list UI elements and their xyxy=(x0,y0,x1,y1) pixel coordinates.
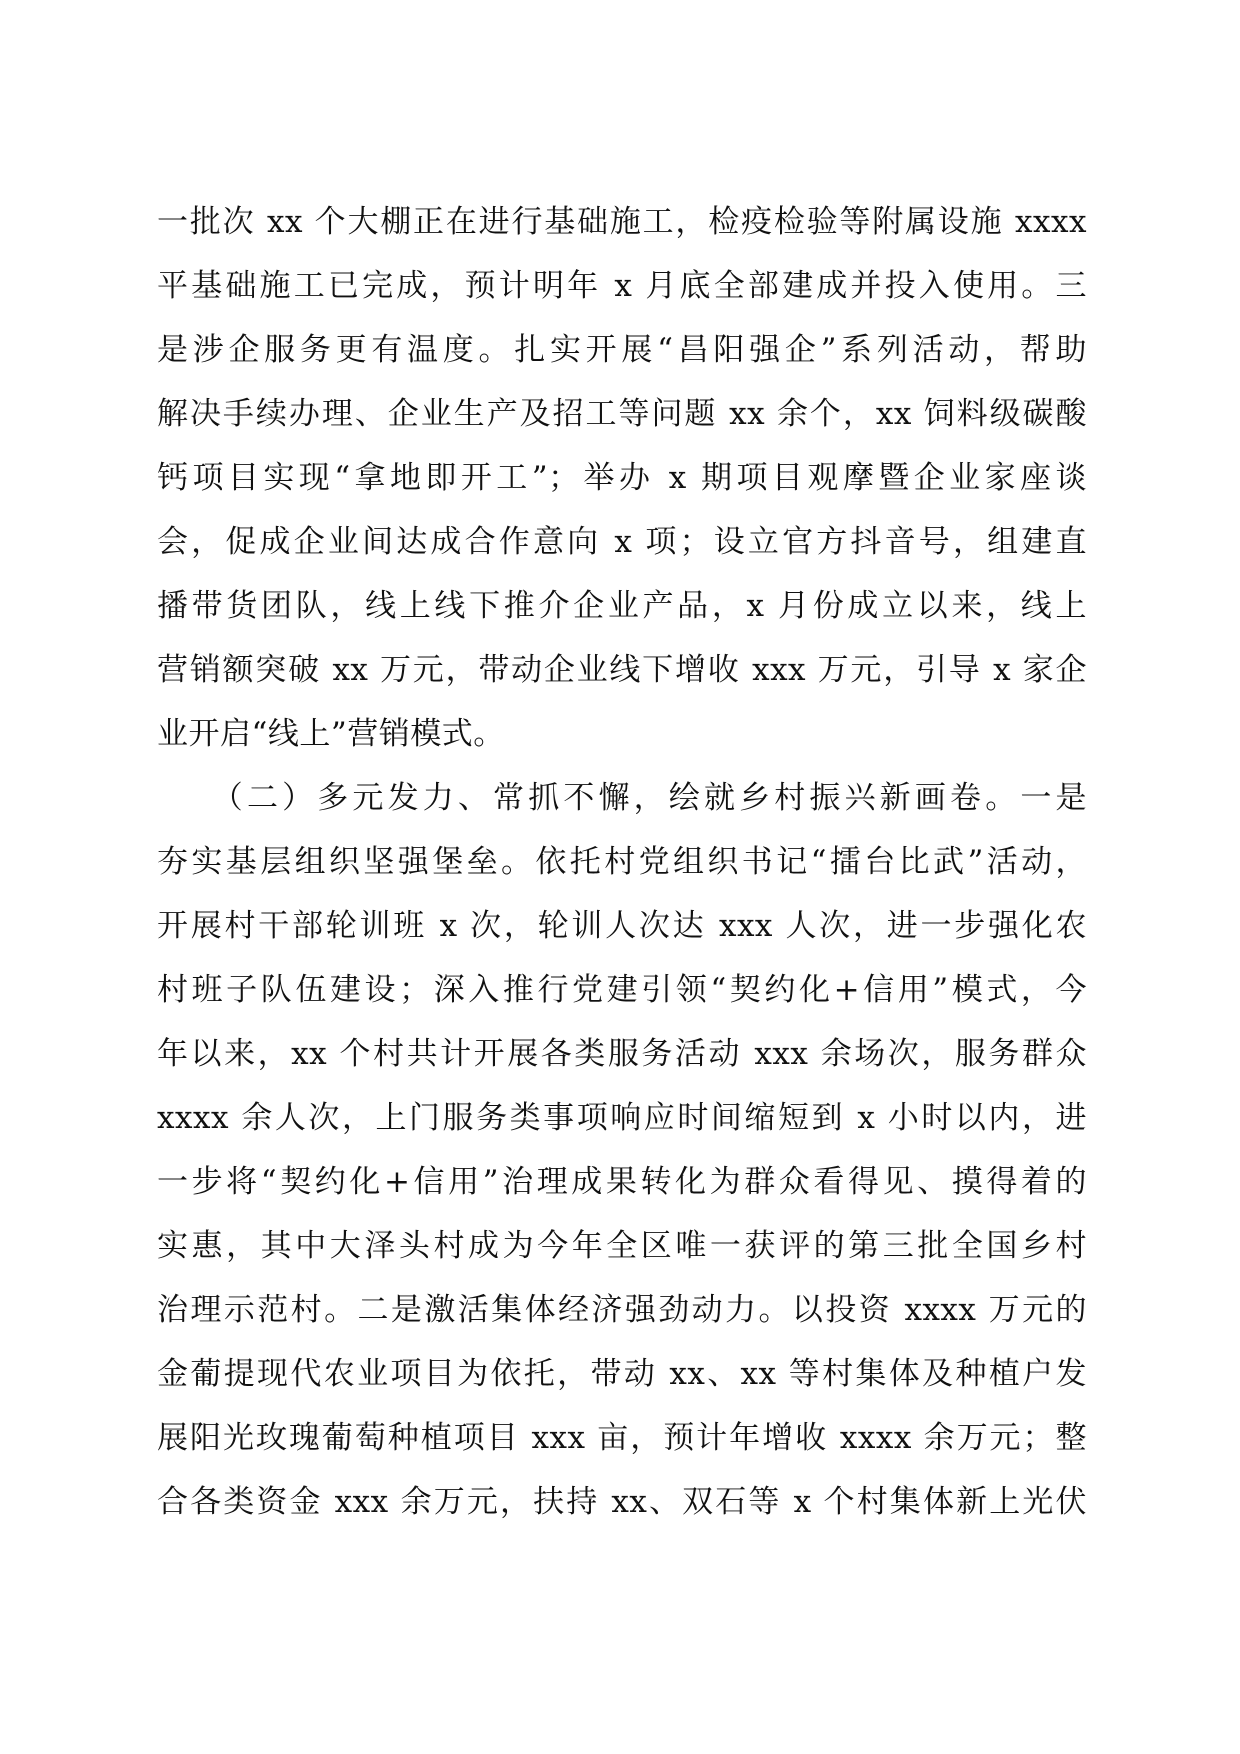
text-line: 展阳光玫瑰葡萄种植项目 xxx 亩，预计年增收 xxxx 余万元；整 xyxy=(157,1420,1087,1456)
text-line: 一步将“契约化+信用”治理成果转化为群众看得见、摸得着的 xyxy=(157,1164,1087,1200)
text-line: 村班子队伍建设；深入推行党建引领“契约化+信用”模式，今 xyxy=(157,972,1087,1008)
paragraph-1 xyxy=(157,190,1087,766)
text-line: 一批次 xx 个大棚正在进行基础施工，检疫检验等附属设施 xxxx xyxy=(157,204,1087,240)
text-line: 播带货团队，线上线下推介企业产品，x 月份成立以来，线上 xyxy=(157,588,1087,624)
text-line: 开展村干部轮训班 x 次，轮训人次达 xxx 人次，进一步强化农 xyxy=(157,908,1087,944)
text-line: （二）多元发力、常抓不懈，绘就乡村振兴新画卷。一是 xyxy=(157,780,1087,816)
text-line: xxxx 余人次，上门服务类事项响应时间缩短到 x 小时以内，进 xyxy=(157,1100,1087,1136)
text-line: 会，促成企业间达成合作意向 x 项；设立官方抖音号，组建直 xyxy=(157,524,1087,560)
text-line: 是涉企服务更有温度。扎实开展“昌阳强企”系列活动，帮助 xyxy=(157,332,1087,368)
paragraph-2 xyxy=(157,766,1087,1534)
text-line: 实惠，其中大泽头村成为今年全区唯一获评的第三批全国乡村 xyxy=(157,1228,1087,1264)
body-text xyxy=(157,190,1087,1534)
text-line: 解决手续办理、企业生产及招工等问题 xx 余个，xx 饲料级碳酸 xyxy=(157,396,1087,432)
text-line: 营销额突破 xx 万元，带动企业线下增收 xxx 万元，引导 x 家企 xyxy=(157,652,1087,688)
text-line: 夯实基层组织坚强堡垒。依托村党组织书记“擂台比武”活动， xyxy=(157,844,1087,880)
text-line: 金葡提现代农业项目为依托，带动 xx、xx 等村集体及种植户发 xyxy=(157,1356,1087,1392)
text-line: 年以来，xx 个村共计开展各类服务活动 xxx 余场次，服务群众 xyxy=(157,1036,1087,1072)
text-line: 治理示范村。二是激活集体经济强劲动力。以投资 xxxx 万元的 xyxy=(157,1292,1087,1328)
text-line: 合各类资金 xxx 余万元，扶持 xx、双石等 x 个村集体新上光伏 xyxy=(157,1484,1087,1520)
text-line: 业开启“线上”营销模式。 xyxy=(157,716,505,752)
text-line: 钙项目实现“拿地即开工”；举办 x 期项目观摩暨企业家座谈 xyxy=(157,460,1087,496)
text-line: 平基础施工已完成，预计明年 x 月底全部建成并投入使用。三 xyxy=(157,268,1087,304)
